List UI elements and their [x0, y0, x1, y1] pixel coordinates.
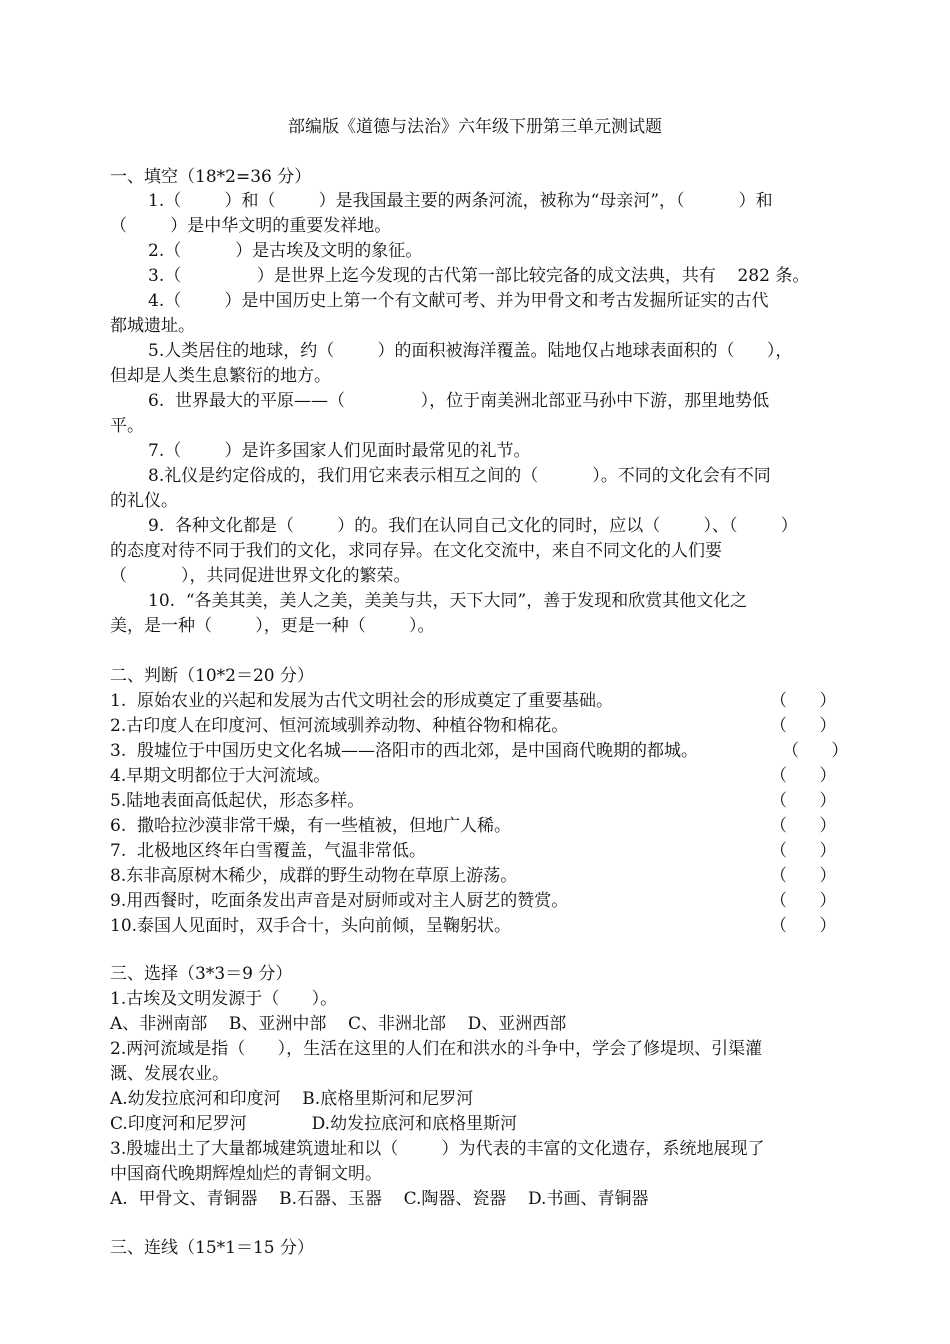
page-title: 部编版《道德与法治》六年级下册第三单元测试题: [288, 117, 662, 137]
true-false-item: 4.早期文明都位于大河流域。: [110, 766, 331, 786]
question-text: 中国商代晚期辉煌灿烂的青铜文明。: [110, 1164, 382, 1184]
question-text: 5.人类居住的地球，约（ ）的面积被海洋覆盖。陆地仅占地球表面积的（ ），: [148, 341, 793, 361]
question-text: 溉、发展农业。: [110, 1064, 229, 1084]
question-text: 8.礼仪是约定俗成的，我们用它来表示相互之间的（ ）。不同的文化会有不同: [148, 466, 771, 486]
true-false-item: 10.泰国人见面时，双手合十，头向前倾，呈鞠躬状。: [110, 916, 512, 936]
answer-blank: （ ）: [770, 816, 837, 836]
true-false-item: 3. 殷墟位于中国历史文化名城——洛阳市的西北郊，是中国商代晚期的都城。: [110, 741, 699, 761]
true-false-item: 8.东非高原树木稀少，成群的野生动物在草原上游荡。: [110, 866, 518, 886]
question-text: 都城遗址。: [110, 316, 195, 336]
question-text: 2.（ ）是古埃及文明的象征。: [148, 241, 423, 261]
question-text: （ ）是中华文明的重要发祥地。: [110, 216, 392, 236]
question-text: （ ），共同促进世界文化的繁荣。: [110, 566, 411, 586]
question-text: 10. “各美其美，美人之美，美美与共，天下大同”，善于发现和欣赏其他文化之: [148, 591, 748, 611]
answer-options: A.幼发拉底河和印度河 B.底格里斯河和尼罗河: [110, 1089, 474, 1109]
answer-blank: （ ）: [770, 791, 837, 811]
question-text: 6. 世界最大的平原——（ ），位于南美洲北部亚马孙中下游，那里地势低: [148, 391, 770, 411]
answer-options: A. 甲骨文、青铜器 B.石器、玉器 C.陶器、瓷器 D.书画、青铜器: [110, 1189, 649, 1209]
answer-blank: （ ）: [770, 766, 837, 786]
answer-options: A、非洲南部 B、亚洲中部 C、非洲北部 D、亚洲西部: [110, 1014, 567, 1034]
answer-blank: （ ）: [770, 891, 837, 911]
question-text: 3.殷墟出土了大量都城建筑遗址和以（ ）为代表的丰富的文化遗存，系统地展现了: [110, 1139, 765, 1159]
section-heading-true-false: 二、判断（10*2＝20 分）: [110, 666, 314, 686]
true-false-item: 6. 撒哈拉沙漠非常干燥，有一些植被，但地广人稀。: [110, 816, 512, 836]
question-text: 但却是人类生息繁衍的地方。: [110, 366, 331, 386]
answer-blank: （ ）: [770, 841, 837, 861]
answer-blank: （ ）: [782, 741, 849, 761]
true-false-item: 1. 原始农业的兴起和发展为古代文明社会的形成奠定了重要基础。: [110, 691, 614, 711]
true-false-item: 7. 北极地区终年白雪覆盖，气温非常低。: [110, 841, 427, 861]
question-text: 的礼仪。: [110, 491, 178, 511]
answer-blank: （ ）: [770, 716, 837, 736]
question-text: 1.（ ）和（ ）是我国最主要的两条河流，被称为“母亲河”，（ ）和: [148, 191, 773, 211]
question-text: 的态度对待不同于我们的文化，求同存异。在文化交流中，来自不同文化的人们要: [110, 541, 722, 561]
section-heading-multiple-choice: 三、选择（3*3＝9 分）: [110, 964, 293, 984]
question-text: 4.（ ）是中国历史上第一个有文献可考、并为甲骨文和考古发掘所证实的古代: [148, 291, 769, 311]
section-heading-fill-blank: 一、填空（18*2=36 分）: [110, 167, 312, 187]
question-text: 1.古埃及文明发源于（ ）。: [110, 989, 338, 1009]
question-text: 9. 各种文化都是（ ）的。我们在认同自己文化的同时，应以（ ）、（ ）: [148, 516, 798, 536]
question-text: 2.两河流域是指（ ），生活在这里的人们在和洪水的斗争中，学会了修堤坝、引渠灌: [110, 1039, 763, 1059]
true-false-item: 9.用西餐时，吃面条发出声音是对厨师或对主人厨艺的赞赏。: [110, 891, 569, 911]
true-false-item: 2.古印度人在印度河、恒河流域驯养动物、种植谷物和棉花。: [110, 716, 569, 736]
answer-blank: （ ）: [770, 916, 837, 936]
question-text: 3.（ ）是世界上迄今发现的古代第一部比较完备的成文法典，共有 282 条。: [148, 266, 810, 286]
answer-blank: （ ）: [770, 866, 837, 886]
answer-blank: （ ）: [770, 691, 837, 711]
question-text: 平。: [110, 416, 144, 436]
section-heading-matching: 三、连线（15*1＝15 分）: [110, 1238, 314, 1258]
question-text: 7.（ ）是许多国家人们见面时最常见的礼节。: [148, 441, 531, 461]
answer-options: C.印度河和尼罗河 D.幼发拉底河和底格里斯河: [110, 1114, 518, 1134]
question-text: 美，是一种（ ），更是一种（ ）。: [110, 616, 435, 636]
true-false-item: 5.陆地表面高低起伏，形态多样。: [110, 791, 365, 811]
